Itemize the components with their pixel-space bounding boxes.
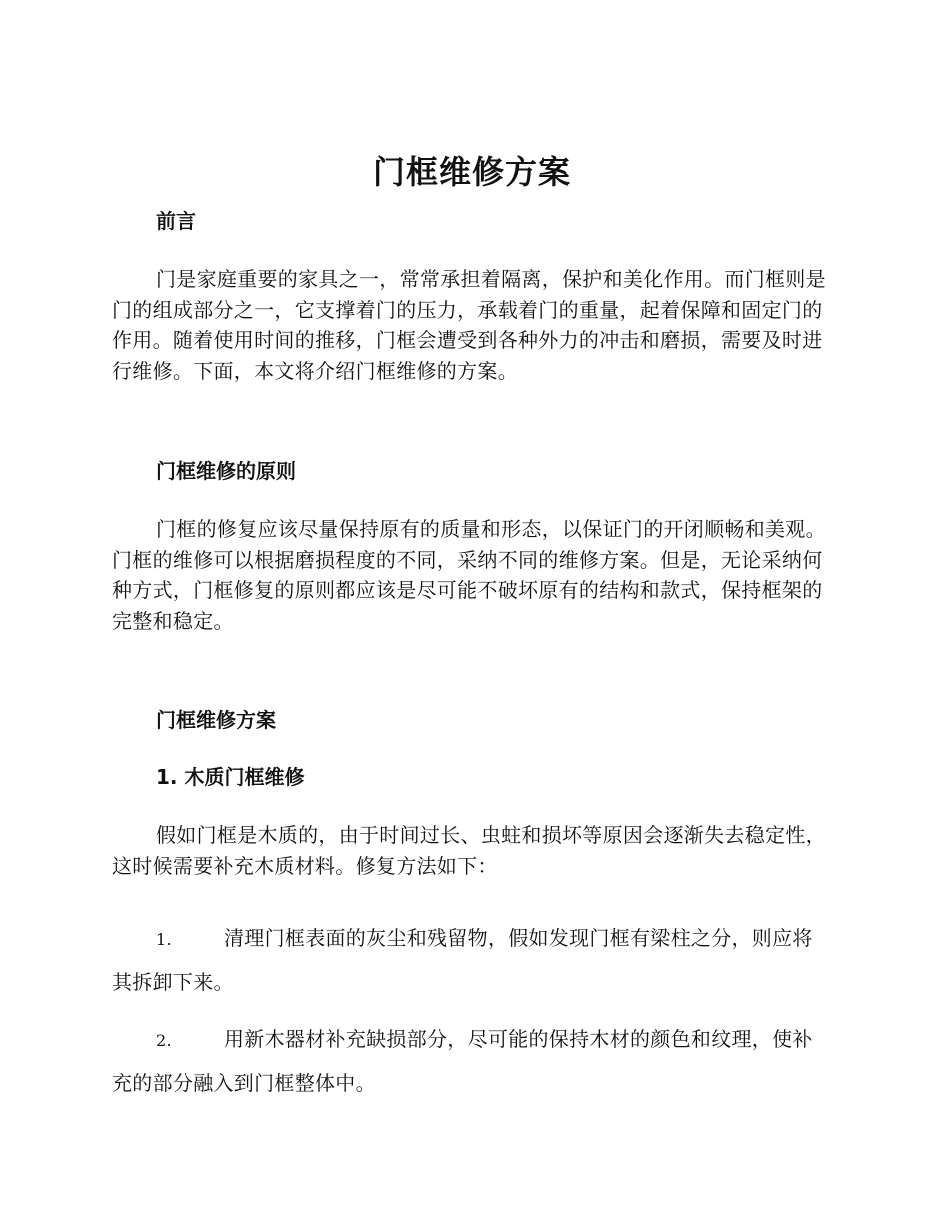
document-title: 门框维修方案	[372, 153, 571, 191]
list-text: 用新木器材补充缺损部分，尽可能的保持木材的颜色和纹理，使补充的部分融入到门框整体中。	[112, 1027, 813, 1095]
section-heading-principle: 门框维修的原则	[156, 459, 296, 483]
paragraph-principle: 门框的修复应该尽量保持原有的质量和形态，以保证门的开闭顺畅和美观。门框的维修可以根据磨损程度的不同，采纳不同的维修方案。但是，无论采纳何种方式，门框修复的原则都应该是尽可能不破坏原有的结构和款式，保持框架的完整和稳定。	[112, 517, 826, 633]
list-item-step-1	[112, 917, 832, 1004]
paragraph-wood: 假如门框是木质的，由于时间过长、虫蛀和损坏等原因会逐渐失去稳定性，这时候需要补充木质材料。修复方法如下：	[112, 823, 826, 878]
list-text: 清理门框表面的灰尘和残留物，假如发现门框有梁柱之分，则应将其拆卸下来。	[112, 926, 813, 994]
list-number: 2.	[156, 1031, 172, 1050]
section-heading-plan: 门框维修方案	[156, 708, 276, 732]
subsection-heading-wood: 1. 木质门框维修	[156, 765, 305, 789]
section-heading-preface: 前言	[156, 209, 196, 233]
list-number: 1.	[156, 930, 172, 949]
list-item-step-2	[112, 1018, 832, 1105]
paragraph-preface: 门是家庭重要的家具之一，常常承担着隔离，保护和美化作用。而门框则是门的组成部分之一，它支撑着门的压力，承载着门的重量，起着保障和固定门的作用。随着使用时间的推移，门框会遭受到各种外力的冲击和磨损，需要及时进行维修。下面，本文将介绍门框维修的方案。	[112, 267, 826, 383]
